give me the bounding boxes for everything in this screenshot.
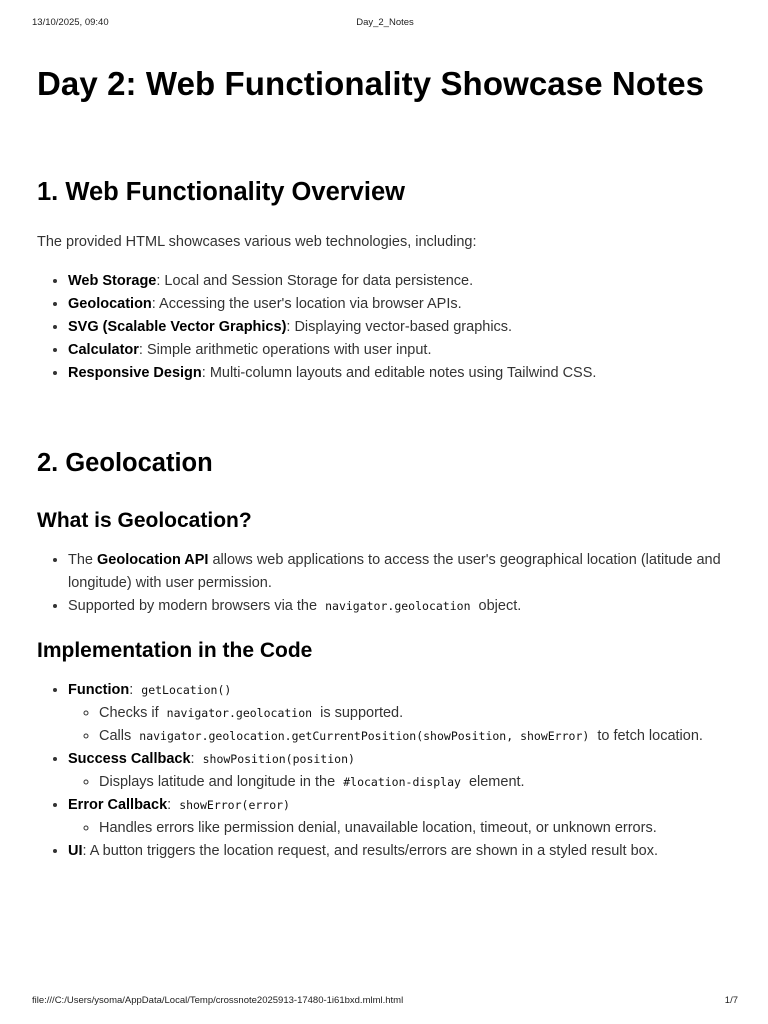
sub-list-item <box>99 725 727 748</box>
section-heading-geolocation: 2. Geolocation <box>37 449 213 477</box>
separator: : <box>129 682 134 698</box>
list-item-term: Calculator <box>68 342 139 358</box>
sub-list-item <box>99 702 727 725</box>
list-item-term: UI <box>68 843 83 859</box>
list-item-term: Function <box>68 682 130 698</box>
print-doc-name: Day_2_Notes <box>356 17 414 28</box>
list-item-term: Geolocation API <box>97 552 209 568</box>
inline-code: navigator.geolocation.getCurrentPosition(showPosition, showError) <box>139 729 590 743</box>
list-item-text: allows web applications to access the user's geographical location (latitude and longitude) with user permission. <box>68 552 721 591</box>
list-item-term: Responsive Design <box>68 365 202 381</box>
list-item-text: to fetch location. <box>597 728 703 744</box>
list-item <box>68 748 727 794</box>
sub-list <box>68 771 727 794</box>
list-item-term: Geolocation <box>68 296 152 312</box>
separator: : <box>167 797 172 813</box>
print-datetime: 13/10/2025, 09:40 <box>32 17 109 28</box>
sub-list-item <box>99 771 727 794</box>
list-item-term: Error Callback <box>68 797 168 813</box>
list-item-text: : Accessing the user's location via browser APIs. <box>151 296 462 312</box>
separator: : <box>190 751 195 767</box>
subsection-heading-implementation: Implementation in the Code <box>37 639 313 662</box>
list-item <box>68 362 727 385</box>
print-page-number: 1/7 <box>724 995 738 1006</box>
overview-intro: The provided HTML showcases various web technologies, including: <box>37 234 477 250</box>
list-item-text: element. <box>468 774 525 790</box>
list-item <box>68 679 727 748</box>
print-header <box>32 17 738 31</box>
list-item-text: Handles errors like permission denial, unavailable location, timeout, or unknown errors. <box>99 820 657 836</box>
list-item-text: Checks if <box>99 705 159 721</box>
inline-code: navigator.geolocation <box>325 599 471 613</box>
list-item <box>68 840 727 863</box>
inline-code: showPosition(position) <box>202 752 355 766</box>
list-item <box>68 339 727 362</box>
page-title: Day 2: Web Functionality Showcase Notes <box>37 65 705 102</box>
implementation-list <box>37 679 727 863</box>
list-item-text: : Displaying vector-based graphics. <box>286 319 513 335</box>
list-item-term: Web Storage <box>68 273 157 289</box>
section-heading-overview: 1. Web Functionality Overview <box>37 178 405 206</box>
list-item-text: : Simple arithmetic operations with user input. <box>138 342 432 358</box>
list-item-term: Success Callback <box>68 751 191 767</box>
list-item-text: : A button triggers the location request, and results/errors are shown in a styled result box. <box>82 843 658 859</box>
list-item-text: The <box>68 552 98 568</box>
print-footer <box>32 995 738 1009</box>
inline-code: navigator.geolocation <box>166 706 313 720</box>
list-item-text: Calls <box>99 728 132 744</box>
overview-list <box>37 270 727 385</box>
list-item-text: : Local and Session Storage for data persistence. <box>156 273 474 289</box>
list-item-text: is supported. <box>320 705 404 721</box>
subsection-heading-what: What is Geolocation? <box>37 509 252 532</box>
sub-list-item <box>99 817 727 840</box>
list-item-text: object. <box>478 598 522 614</box>
list-item-text: : Multi-column layouts and editable notes using Tailwind CSS. <box>201 365 597 381</box>
list-item <box>68 270 727 293</box>
list-item <box>68 794 727 840</box>
list-item <box>68 595 727 618</box>
inline-code: getLocation() <box>141 683 232 697</box>
list-item <box>68 293 727 316</box>
sub-list <box>68 817 727 840</box>
document-body <box>37 64 727 863</box>
sub-list <box>68 702 727 748</box>
list-item-term: SVG (Scalable Vector Graphics) <box>68 319 287 335</box>
list-item <box>68 549 727 595</box>
print-file-path: file:///C:/Users/ysoma/AppData/Local/Temp/crossnote2025913-17480-1i61bxd.mlml.html <box>32 995 404 1006</box>
what-list <box>37 549 727 618</box>
inline-code: #location-display <box>343 775 461 789</box>
list-item-text: Supported by modern browsers via the <box>68 598 318 614</box>
list-item <box>68 316 727 339</box>
inline-code: showError(error) <box>179 798 290 812</box>
list-item-text: Displays latitude and longitude in the <box>99 774 336 790</box>
